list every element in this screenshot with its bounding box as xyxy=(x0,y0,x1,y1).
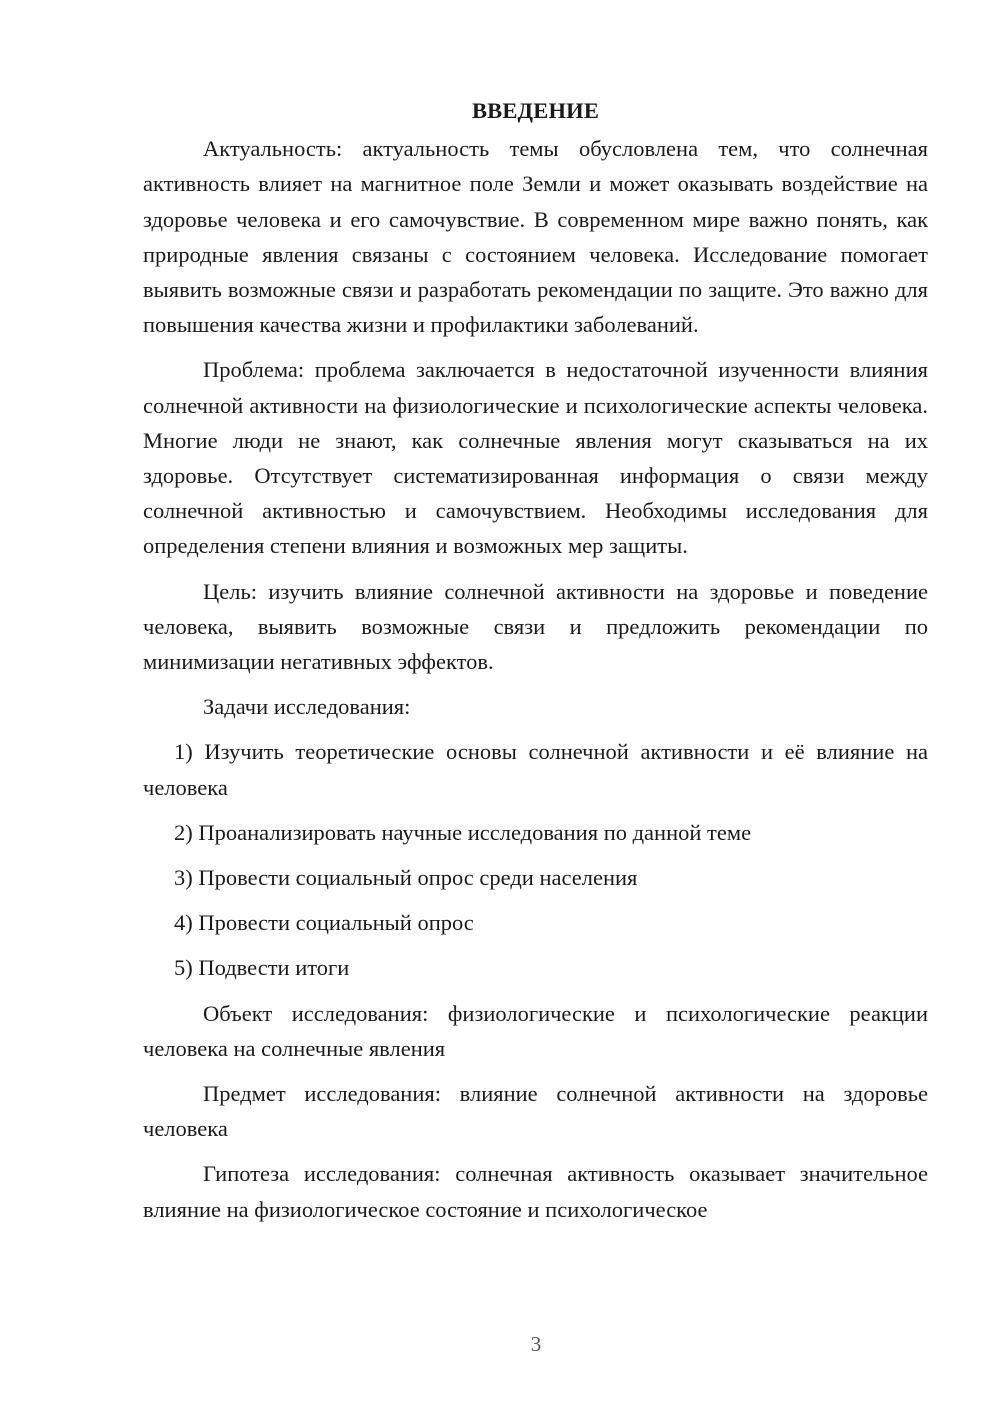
list-item: 5) Подвести итоги xyxy=(174,955,350,981)
list-item: 2) Проанализировать научные исследования по данной теме xyxy=(174,819,752,845)
page-content xyxy=(143,93,928,1237)
page-number: 3 xyxy=(530,1332,542,1356)
paragraph-goal: Цель: изучить влияние солнечной активности на здоровье и поведение человека, выявить возможные связи и предложить рекомендации по минимизации негативных эффектов. xyxy=(143,578,928,675)
paragraph-relevance: Актуальность: актуальность темы обусловлена тем, что солнечная активность влияет на магнитное поле Земли и может оказывать воздействие на здоровье человека и его самочувствие. В современном мире важно понять, как природные явления связаны с состоянием человека. Исследование помогает выявить возможные связи и разработать рекомендации по защите. Это важно для повышения качества жизни и профилактики заболеваний. xyxy=(143,136,928,338)
list-item: 4) Провести социальный опрос xyxy=(174,910,474,936)
page-title: ВВЕДЕНИЕ xyxy=(471,98,600,123)
tasks-list xyxy=(143,734,928,985)
paragraph-hypothesis: Гипотеза исследования: солнечная активность оказывает значительное влияние на физиологическое состояние и психологическое xyxy=(143,1161,928,1222)
list-item: 1) Изучить теоретические основы солнечной активности и её влияние на человека xyxy=(143,739,928,800)
list-item: 3) Провести социальный опрос среди населения xyxy=(174,865,638,891)
paragraph-problem: Проблема: проблема заключается в недостаточной изученности влияния солнечной активности на физиологические и психологические аспекты человека. Многие люди не знают, как солнечные явления могут сказываться на их здоровье. Отсутствует систематизированная информация о связи между солнечной активностью и самочувствием. Необходимы исследования для определения степени влияния и возможных мер защиты. xyxy=(143,357,928,559)
paragraph-subject: Предмет исследования: влияние солнечной активности на здоровье человека xyxy=(143,1081,928,1142)
paragraph-object: Объект исследования: физиологические и психологические реакции человека на солнечные явления xyxy=(143,1000,928,1061)
tasks-heading: Задачи исследования: xyxy=(203,694,411,720)
